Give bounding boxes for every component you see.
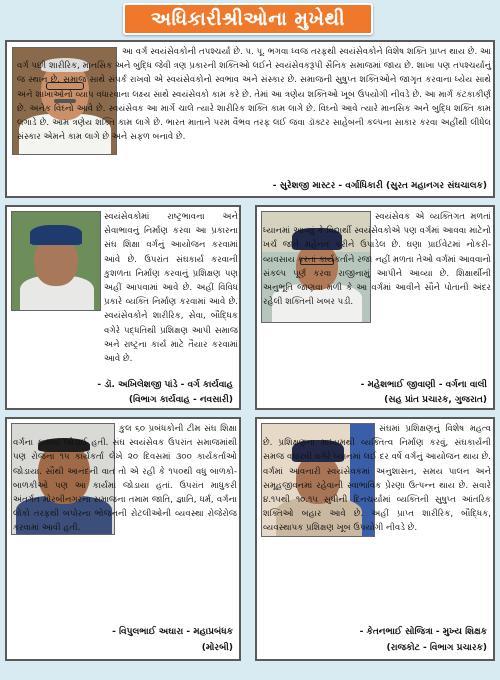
article-card-5 (255, 417, 495, 661)
author-signature: - કેતનભાઈ સોજિત્રા - મુખ્ય શિક્ષક (359, 627, 487, 637)
author-place: (મોરબી) (201, 643, 233, 653)
article-text: કુલ ૬૦ પ્રબંધકોની ટીમ સંઘ શિક્ષા વર્ગના કામમાં જોડાઈ હતી. સંઘ સ્વયંસેવક ઉપરાંત સમાજમાંથી પણ રોજના ૧૫ કાર્યકર્તા લેખે ૨૦ દિવસમાં ૩૦૦ કાર્યકર્તાઓ જોડાયા. સૌથી આનંદની વાત તો એ રહી કે ૧૫૦થી વધુ બાળકો-બાળકીઓ પણ આ કાર્યમાં જોડાયા હતાં. ઉપરાંત માધુકરી અંતર્ગત મોરબીનગરના સમાજના તમામ જાતિ, જ્ઞાતિ, ધર્મ, વર્ગના લોકો તરફથી બપોરના ભોજનની રોટલીઓની વ્યવસ્થા રોજેરોજ કરવામાં આવી હતી. (13, 424, 237, 534)
author-signature: - વિપુલભાઈ અઘારા - મહાપ્રબંધક (112, 627, 233, 637)
author-signature: - મહેશભાઈ જીવાણી - વર્ગના વાલી (360, 380, 487, 390)
author-place: (રાજકોટ - વિભાગ પ્રચારક) (386, 643, 487, 653)
article-text: સ્વયંસેવક એ વ્યક્તિગત મળતાં ધ્યાનમાં આવ્યું કે વિદ્યાર્થી સ્વયંસેવકોએ પણ વર્ગમાં આવવા માટેનો ખર્ચ જાતે મહેનત કરીને ઉપાડેલ છે. ઘણા પ્રાઈવેટમાં નોકરી-વ્યવસાય કરતાં કાર્યકર્તાને રજા નહીં મળતા તેઓ વર્ગમાં આવવાનો સંકલ્પ પૂર્ણ કરવા રાજીનામું આપીને આવ્યા છે. શિક્ષાર્થીની અનુભૂતિ જાણવા મળી કે આ વર્ગમાં આવીને સૌને પોતાની અંદર રહેલી શક્તિની ખબર પડી. (263, 212, 491, 308)
author-signature: - ડૉ. અખિલેશજી પાંડે - વર્ગ કાર્યવાહ (97, 380, 233, 390)
portrait-photo (11, 211, 101, 311)
author-place: (વિભાગ કાર્યવાહ - નવસારી) (128, 395, 233, 405)
article-card-1 (5, 40, 495, 198)
article-text: સ્વયંસેવકોમાં રાષ્ટ્રભાવના અને સેવાભાવનું નિર્માણ કરવા આ પ્રકારના સંઘ શિક્ષા વર્ગનું આયોજન કરવામાં આવે છે. ઉપરાંત સંઘકાર્ય કરવાની કુશળતા નિર્માણ કરવાનું પ્રશિક્ષણ પણ અહીં આપવામાં આવે છે. અહીં વિવિધ પ્રકારે વ્યક્તિ નિર્માણ કરવામાં આવે છે. સ્વયંસેવકોને શારીરિક, સેવા, બૌદ્ધિક વગેરે પદ્ધતિથી પ્રશિક્ષણ આપી સમાજ અને રાષ્ટ્રના કાર્ય માટે તૈયાર કરવામાં આવે છે. (104, 212, 238, 365)
author-place: (સહ પ્રાંત પ્રચારક, ગુજરાત) (384, 395, 487, 405)
article-card-3 (255, 205, 495, 410)
article-text: આ વર્ગ સ્વયંસેવકોની તપશ્ચર્યા છે. પ. પૂ. ભગવા ધ્વજ તરફથી સ્વયંસેવકોને વિશેષ શક્તિ પ્રાપ્ત થાય છે. આ વર્ગ પછી શારીરિક, માનસિક અને બુદ્ધિ જેવી ત્રણ પ્રકારની શક્તિઓ લઈને સ્વયંસેવકરૂપી સૈનિક સમાજમાં જાય છે. શાખા પણ તપશ્ચર્યાનું જ સ્થાન છે. સમાજ સાથે સંપર્ક રાખવો એ સ્વયંસેવકોનો સ્વભાવ અને સંસ્કાર છે. સમાજની સુષુપ્ત શક્તિઓને જાગૃત કરવાના ધ્યેય સાથે અને શાખાઓનો વ્યાપ વધારવાના લક્ષ્ય સાથે સ્વયંસેવકો કામ કરે છે. તેમાં આ ત્રણેય શક્તિઓ ખૂબ ઉપયોગી નીવડે છે. આ માર્ગ કંટકાકીર્ણ છે. અનેક વિઘ્નો આવે છે. સ્વયંસેવક આ માર્ગે ચાલે ત્યારે શારીરિક શક્તિ કામ લાગે છે. વિઘ્નો આવે ત્યારે માનસિક અને બુદ્ધિ શક્તિ કામ લગાડે છે. આમ ત્રણેય શક્તિ કામ લાગે છે. ભારત માતાને પરમ વૈભવ તરફ લઈ જવા ડૉક્ટર સાહેબની કલ્પના સાકાર કરવા અહીંથી લીધેલ સંસ્કાર એમને કામ લાગે છે અને સફળ બનાવે છે. (17, 47, 491, 143)
section-title-banner: અધિકારીશ્રીઓના મુખેથી (123, 3, 373, 35)
article-card-2 (5, 205, 241, 410)
article-card-4 (5, 417, 241, 661)
article-text: સંઘમાં પ્રશિક્ષણનું વિશેષ મહત્વ છે. પ્રશિક્ષણના માધ્યમથી વ્યક્તિત્વ નિર્માણ કરવું, સંઘકાર્યની સમજ વધારવી વગેરે ધ્યાનમાં લઈ દર વર્ષે વર્ગનું આયોજન થાય છે. વર્ગમાં આવનારી સ્વયંસેવકમાં અનુશાસન, સમય પાલન અને સમૂહજીવનમાં રહેવાની સ્વાભાવિક પ્રેરણા ઉત્પન્ન થાય છે. સવારે ૪.૧૫થી ૧૦.૧૫ સુધીની દિનચર્યામાં વ્યક્તિની સુષુપ્ત આંતરિક શક્તિઓ બહાર આવે છે. અહીં પ્રાપ્ત શારીરિક, બૌદ્ધિક, વ્યવસ્થાપક પ્રશિક્ષણ ખૂબ ઉપયોગી નીવડે છે. (263, 424, 491, 534)
author-signature: - સુરેશજી માસ્ટર - વર્ગાધિકારી (સુરત મહાનગર સંઘચાલક) (272, 181, 487, 191)
